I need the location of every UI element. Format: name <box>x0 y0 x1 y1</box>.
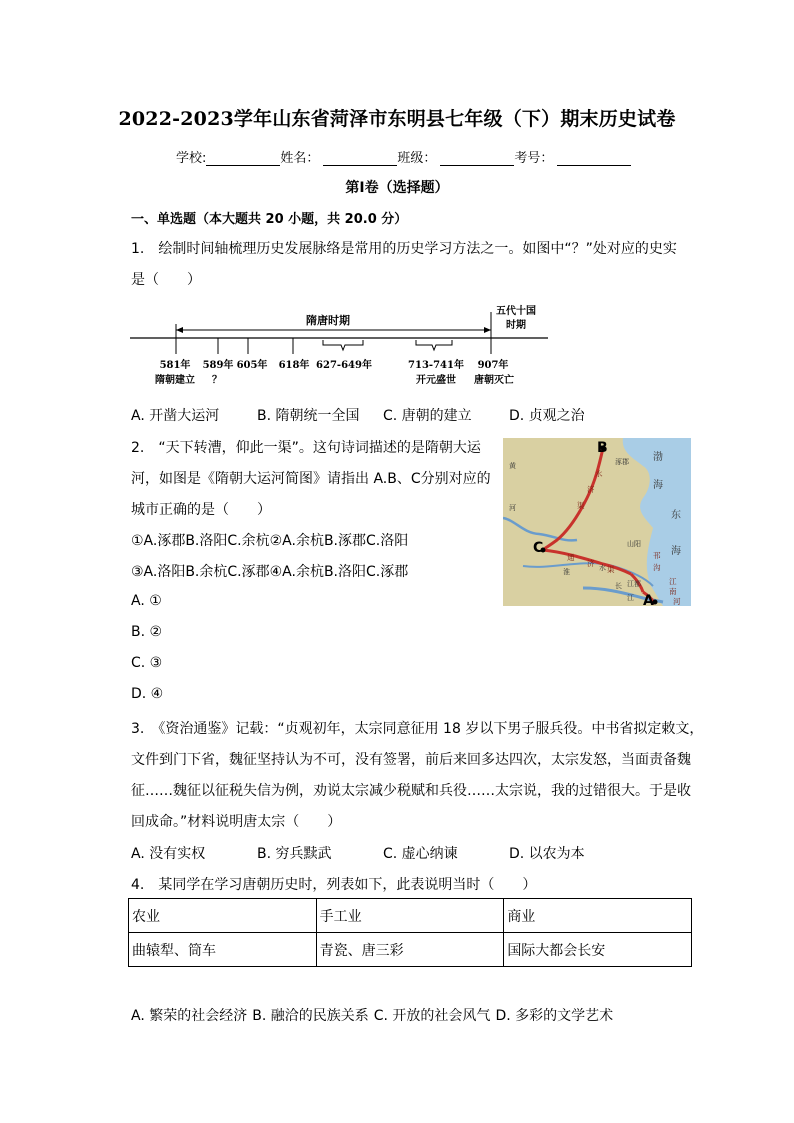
q3-option-a[interactable]: A. 没有实权 <box>131 846 206 862</box>
place-huang: 黄 <box>509 462 516 470</box>
place-huai: 淮 <box>563 568 570 576</box>
class-blank[interactable] <box>440 152 514 166</box>
table-cell-handicraft: 青瓷、唐三彩 <box>316 933 504 967</box>
q2-stem-line3: 城市正确的是（ ） <box>131 502 271 518</box>
sea-hai-1: 海 <box>653 480 663 491</box>
arrow-left-icon <box>176 327 183 333</box>
q4-options <box>131 1005 613 1025</box>
event-sui-founded: 隋朝建立 <box>155 375 195 386</box>
place-shui: 水 <box>599 564 606 572</box>
year-713-741: 713-741年 <box>408 360 464 371</box>
q2-option-d[interactable]: D. ④ <box>131 686 164 702</box>
label-b: B <box>597 440 608 456</box>
table-cell-agriculture: 曲辕犁、筒车 <box>129 933 317 967</box>
canal-char-5: 济 <box>587 559 595 568</box>
q3-stem-line2: 文件到门下省，魏征坚持认为不可，没有签署，前后来回多达四次，太宗发怒，当面责备魏 <box>131 752 691 768</box>
q1-stem-line1: 1. 绘制时间轴梳理历史发展脉络是常用的历史学习方法之一。如图中“？”处对应的史实 <box>131 241 677 257</box>
exam-no-label: 考号： <box>514 151 554 166</box>
q4-table <box>128 898 692 967</box>
place-he: 河 <box>509 504 516 512</box>
table-header-agriculture: 农业 <box>129 899 317 933</box>
canal-char-1: 永 <box>595 469 603 478</box>
q4-option-c[interactable]: C. 开放的社会风气 <box>373 1008 491 1024</box>
exam-title: 2022-2023学年山东省菏泽市东明县七年级（下）期末历史试卷 <box>118 108 676 130</box>
q2-stem-line4: ①A.涿郡B.洛阳C.余杭②A.余杭B.涿郡C.洛阳 <box>131 533 409 549</box>
place-zhuojun: 涿郡 <box>615 458 629 466</box>
q1-option-c[interactable]: C. 唐朝的建立 <box>383 408 472 424</box>
sea-bo: 渤 <box>653 452 663 463</box>
sea-hai-2: 海 <box>671 546 681 557</box>
label-c: C <box>533 540 544 556</box>
table-row <box>129 933 692 967</box>
end-label-1: 五代十国 <box>496 306 536 317</box>
canal-char-10: 南 <box>669 587 677 596</box>
q4-option-d[interactable]: D. 多彩的文学艺术 <box>495 1008 614 1024</box>
q1-option-a[interactable]: A. 开凿大运河 <box>131 408 220 424</box>
q1-stem-line2: 是（ ） <box>131 272 201 288</box>
table-header-handicraft: 手工业 <box>316 899 504 933</box>
q3-stem-line4: 回成命。”材料说明唐太宗（ ） <box>131 814 342 830</box>
q4-stem-line1: 4. 某同学在学习唐朝历史时，列表如下，此表说明当时（ ） <box>131 877 537 893</box>
canal-char-11: 河 <box>673 597 681 606</box>
canal-char-9: 江 <box>669 577 677 586</box>
q1-option-b[interactable]: B. 隋朝统一全国 <box>257 408 360 424</box>
q4-option-b[interactable]: B. 融洽的民族关系 <box>252 1008 369 1024</box>
brace-627-649 <box>323 340 363 350</box>
q2-option-a[interactable]: A. ① <box>131 593 162 609</box>
name-blank[interactable] <box>323 152 397 166</box>
place-shanyang: 山阳 <box>627 540 641 548</box>
canal-char-2: 济 <box>587 485 595 494</box>
table-row <box>129 899 692 933</box>
year-581: 581年 <box>159 360 191 371</box>
place-chang: 长 <box>615 582 622 590</box>
canal-char-6: 渠 <box>607 565 615 574</box>
q2-stem-line1: 2. “天下转漕，仰此一渠”。这句诗词描述的是隋朝大运 <box>131 440 481 456</box>
q1-timeline-figure <box>128 302 558 394</box>
q2-stem-line5: ③A.洛阳B.余杭C.涿郡④A.余杭B.洛阳C.涿郡 <box>131 564 409 580</box>
table-cell-commerce: 国际大都会长安 <box>504 933 692 967</box>
end-label-2: 时期 <box>506 320 526 331</box>
q1-options <box>131 405 585 425</box>
school-label: 学校: <box>176 151 207 166</box>
year-907: 907年 <box>477 360 509 371</box>
event-tang-fall: 唐朝灭亡 <box>474 375 514 386</box>
q2-option-c[interactable]: C. ③ <box>131 655 163 671</box>
canal-char-8: 沟 <box>653 563 661 572</box>
q4-option-a[interactable]: A. 繁荣的社会经济 <box>131 1008 248 1024</box>
school-blank[interactable] <box>206 152 280 166</box>
span-label: 隋唐时期 <box>306 314 350 327</box>
name-label: 姓名： <box>280 151 320 166</box>
year-627-649: 627-649年 <box>316 360 372 371</box>
arrow-right-icon <box>484 327 491 333</box>
q3-options <box>131 843 585 863</box>
q3-option-d[interactable]: D. 以农为本 <box>509 846 585 862</box>
q2-option-b[interactable]: B. ② <box>131 624 163 640</box>
place-jiangdu: 江都 <box>627 580 641 588</box>
canal-char-4: 通 <box>567 553 575 562</box>
q3-stem-line1: 3. 《资治通鉴》记载：“贞观初年，太宗同意征用 18 岁以下男子服兵役。中书省拟定敕文， <box>131 721 704 737</box>
brace-713-741 <box>416 340 452 350</box>
part-heading: 一、单选题（本大题共 20 小题，共 20.0 分） <box>131 212 408 227</box>
table-header-commerce: 商业 <box>504 899 692 933</box>
q3-option-c[interactable]: C. 虚心纳谏 <box>383 846 458 862</box>
q3-stem-line3: 征……魏征以征税失信为例，劝说太宗减少税赋和兵役……太宗说，我的过错很大。于是收 <box>131 783 691 799</box>
event-kaiyuan: 开元盛世 <box>416 375 456 386</box>
class-label: 班级： <box>397 151 437 166</box>
exam-no-blank[interactable] <box>557 152 631 166</box>
sea-dong: 东 <box>671 510 681 521</box>
section-title: 第I卷（选择题） <box>345 180 449 196</box>
year-589: 589年 <box>202 360 234 371</box>
place-jiang: 江 <box>627 594 634 602</box>
grand-canal-map <box>503 438 691 606</box>
student-info-line <box>176 147 631 166</box>
label-a: A <box>643 593 654 606</box>
canal-char-7: 邗 <box>653 551 661 560</box>
year-605: 605年 <box>236 360 268 371</box>
year-618: 618年 <box>278 360 310 371</box>
q2-stem-line2: 河，如图是《隋朝大运河简图》请指出 A.B、C分别对应的 <box>131 471 491 487</box>
event-unknown: ？ <box>212 375 222 386</box>
canal-char-3: 渠 <box>577 501 585 510</box>
q3-option-b[interactable]: B. 穷兵黩武 <box>257 846 332 862</box>
q1-option-d[interactable]: D. 贞观之治 <box>509 408 585 424</box>
